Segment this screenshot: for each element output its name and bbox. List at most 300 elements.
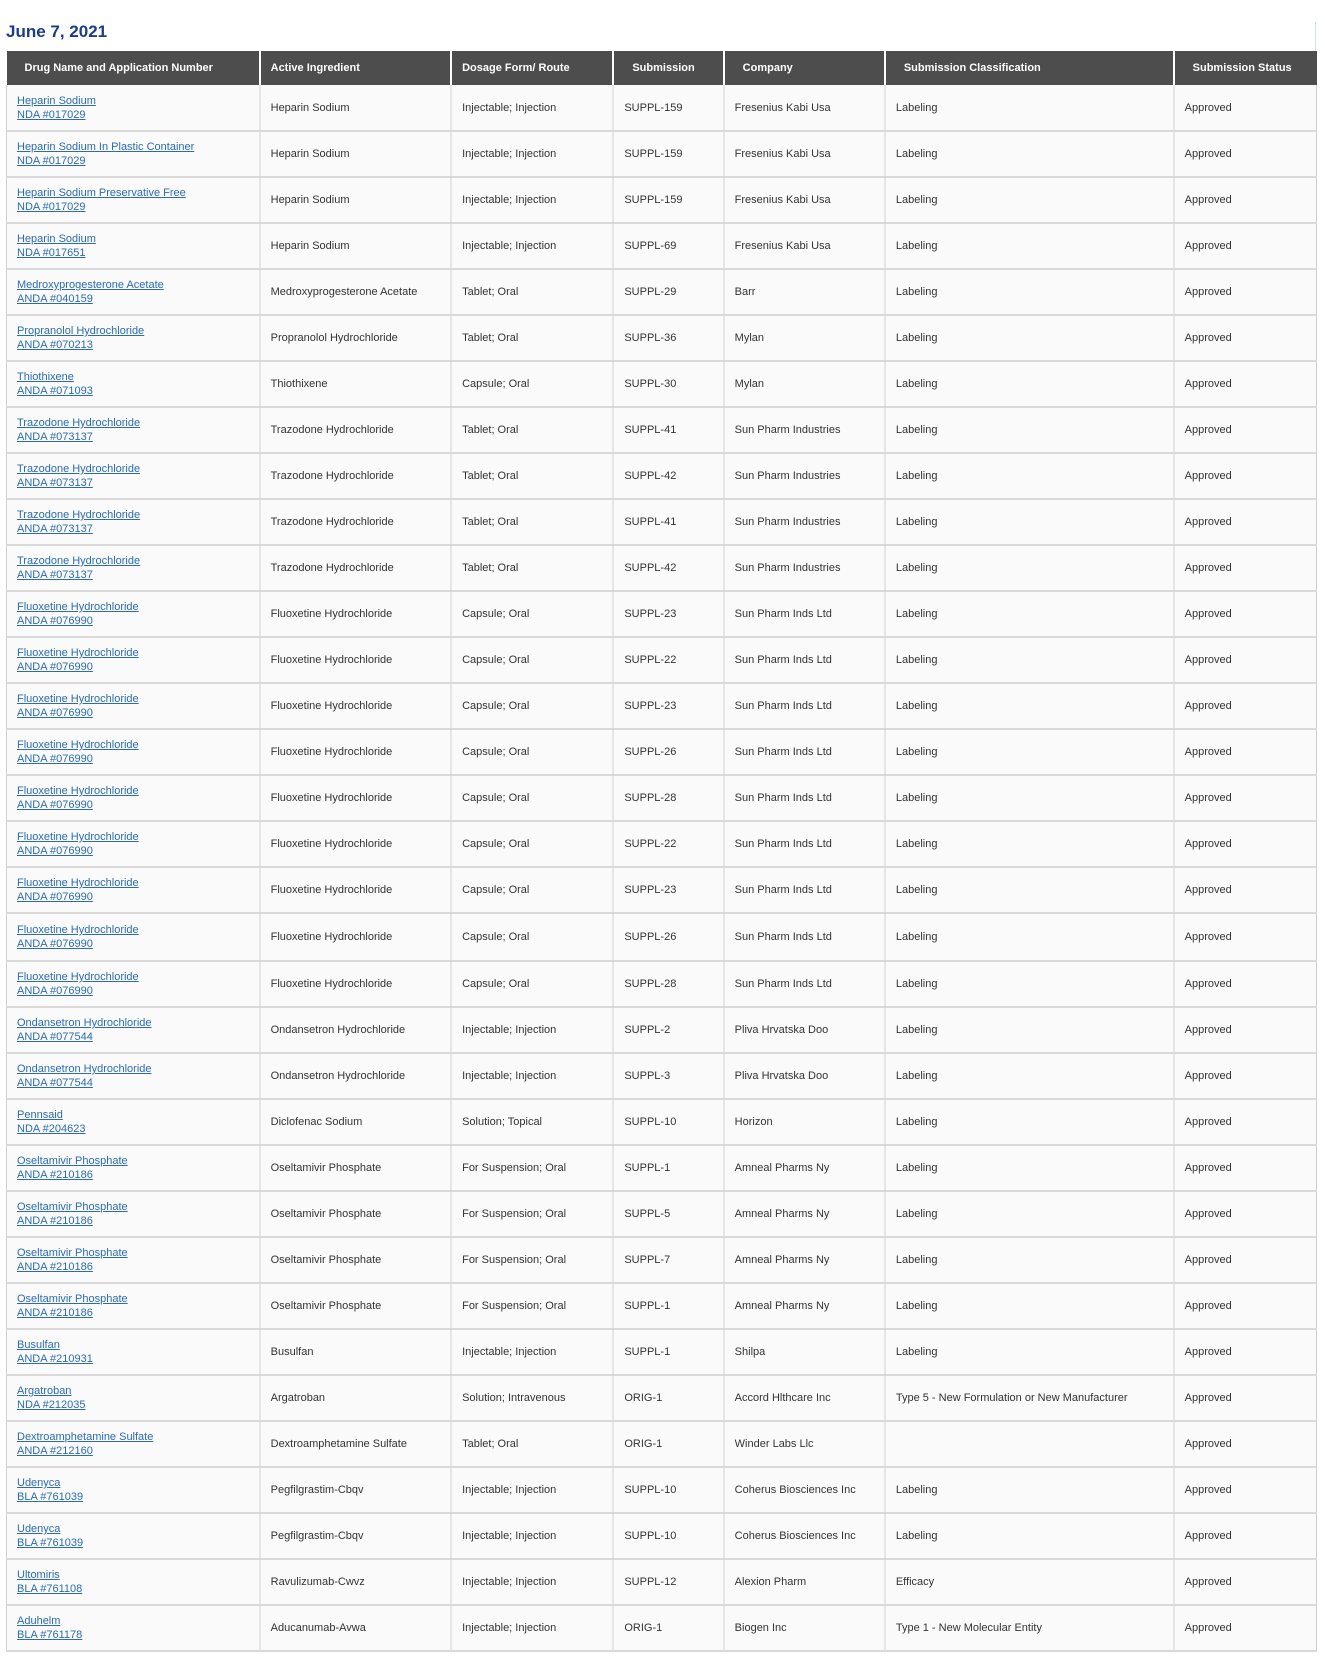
column-header-classification[interactable]: Submission Classification <box>885 51 1174 85</box>
company-cell: Horizon <box>724 1099 885 1145</box>
table-row <box>7 1283 1317 1329</box>
classification-cell: Type 1 - New Molecular Entity <box>885 1605 1174 1651</box>
drug-cell <box>7 683 260 729</box>
classification-cell: Labeling <box>885 453 1174 499</box>
company-cell: Sun Pharm Inds Ltd <box>724 591 885 637</box>
active-ingredient-cell: Fluoxetine Hydrochloride <box>260 913 451 961</box>
table-row <box>7 131 1317 177</box>
status-cell: Approved <box>1174 729 1317 775</box>
company-cell: Amneal Pharms Ny <box>724 1237 885 1283</box>
drug-name-link[interactable]: Propranolol Hydrochloride <box>17 325 145 337</box>
table-row <box>7 1007 1317 1053</box>
status-cell: Approved <box>1174 499 1317 545</box>
status-cell: Approved <box>1174 1145 1317 1191</box>
active-ingredient-cell: Pegfilgrastim-Cbqv <box>260 1467 451 1513</box>
status-cell: Approved <box>1174 1329 1317 1375</box>
dosage-form-cell: Tablet; Oral <box>451 1421 613 1467</box>
application-number-link[interactable]: ANDA #210186 <box>17 1261 93 1273</box>
column-header-ingredient[interactable]: Active Ingredient <box>260 51 451 85</box>
status-cell: Approved <box>1174 775 1317 821</box>
classification-cell: Type 5 - New Formulation or New Manufacturer <box>885 1375 1174 1421</box>
company-cell: Sun Pharm Industries <box>724 545 885 591</box>
active-ingredient-cell: Oseltamivir Phosphate <box>260 1283 451 1329</box>
application-number-link[interactable]: NDA #212035 <box>17 1399 86 1411</box>
application-number-link[interactable]: ANDA #076990 <box>17 799 93 811</box>
table-row <box>7 729 1317 775</box>
company-cell: Amneal Pharms Ny <box>724 1191 885 1237</box>
column-header-drug[interactable]: Drug Name and Application Number <box>7 51 260 85</box>
classification-cell: Labeling <box>885 1007 1174 1053</box>
drug-cell <box>7 453 260 499</box>
status-cell: Approved <box>1174 177 1317 223</box>
drug-cell <box>7 961 260 1007</box>
company-cell: Coherus Biosciences Inc <box>724 1467 885 1513</box>
drug-name-link[interactable]: Thiothixene <box>17 371 74 383</box>
column-header-status[interactable]: Submission Status <box>1174 51 1317 85</box>
classification-cell: Labeling <box>885 1467 1174 1513</box>
dosage-form-cell: Capsule; Oral <box>451 775 613 821</box>
classification-cell: Labeling <box>885 177 1174 223</box>
status-cell: Approved <box>1174 269 1317 315</box>
table-row <box>7 177 1317 223</box>
application-number-link[interactable]: NDA #017029 <box>17 108 86 121</box>
column-header-submission[interactable]: Submission <box>613 51 723 85</box>
submission-cell: SUPPL-23 <box>613 591 723 637</box>
application-number-link[interactable]: ANDA #210931 <box>17 1353 93 1365</box>
company-cell: Fresenius Kabi Usa <box>724 223 885 269</box>
active-ingredient-cell: Heparin Sodium <box>260 85 451 131</box>
application-number-link[interactable]: ANDA #077544 <box>17 1077 93 1089</box>
company-cell: Accord Hlthcare Inc <box>724 1375 885 1421</box>
submission-cell: SUPPL-69 <box>613 223 723 269</box>
company-cell: Coherus Biosciences Inc <box>724 1513 885 1559</box>
drug-cell <box>7 729 260 775</box>
application-number-link[interactable]: ANDA #076990 <box>17 753 93 765</box>
active-ingredient-cell: Trazodone Hydrochloride <box>260 499 451 545</box>
active-ingredient-cell: Heparin Sodium <box>260 223 451 269</box>
active-ingredient-cell: Fluoxetine Hydrochloride <box>260 775 451 821</box>
drug-cell <box>7 1513 260 1559</box>
active-ingredient-cell: Heparin Sodium <box>260 131 451 177</box>
company-cell: Fresenius Kabi Usa <box>724 85 885 131</box>
status-cell: Approved <box>1174 961 1317 1007</box>
table-row <box>7 1421 1317 1467</box>
status-cell: Approved <box>1174 913 1317 961</box>
classification-cell: Labeling <box>885 499 1174 545</box>
submission-cell: SUPPL-29 <box>613 269 723 315</box>
status-cell: Approved <box>1174 683 1317 729</box>
drug-name-link[interactable]: Oseltamivir Phosphate <box>17 1293 128 1305</box>
drug-cell <box>7 1283 260 1329</box>
submission-cell: SUPPL-159 <box>613 85 723 131</box>
application-number-link[interactable]: ANDA #076990 <box>17 661 93 673</box>
active-ingredient-cell: Fluoxetine Hydrochloride <box>260 729 451 775</box>
active-ingredient-cell: Argatroban <box>260 1375 451 1421</box>
drug-name-link[interactable]: Heparin Sodium <box>17 233 96 245</box>
submission-cell: SUPPL-1 <box>613 1145 723 1191</box>
drug-cell <box>7 361 260 407</box>
drug-name-link[interactable]: Ondansetron Hydrochloride <box>17 1017 152 1029</box>
classification-cell: Labeling <box>885 545 1174 591</box>
table-row <box>7 683 1317 729</box>
application-number-link[interactable]: NDA #017029 <box>17 201 86 213</box>
submission-cell: ORIG-1 <box>613 1421 723 1467</box>
table-row <box>7 1375 1317 1421</box>
classification-cell: Labeling <box>885 1145 1174 1191</box>
submission-cell: SUPPL-10 <box>613 1099 723 1145</box>
status-cell: Approved <box>1174 545 1317 591</box>
dosage-form-cell: Injectable; Injection <box>451 1329 613 1375</box>
drug-name-link[interactable]: Udenyca <box>17 1477 61 1489</box>
company-cell: Fresenius Kabi Usa <box>724 177 885 223</box>
dosage-form-cell: Capsule; Oral <box>451 913 613 961</box>
drug-name-link[interactable]: Ondansetron Hydrochloride <box>17 1063 152 1075</box>
drug-cell <box>7 775 260 821</box>
classification-cell: Labeling <box>885 913 1174 961</box>
submission-cell: SUPPL-22 <box>613 821 723 867</box>
drug-cell <box>7 1467 260 1513</box>
status-cell: Approved <box>1174 407 1317 453</box>
table-row <box>7 1559 1317 1605</box>
application-number-link[interactable]: ANDA #077544 <box>17 1031 93 1043</box>
active-ingredient-cell: Fluoxetine Hydrochloride <box>260 961 451 1007</box>
company-cell: Sun Pharm Inds Ltd <box>724 637 885 683</box>
application-number-link[interactable]: NDA #017651 <box>17 247 86 259</box>
classification-cell: Labeling <box>885 1237 1174 1283</box>
status-cell: Approved <box>1174 1099 1317 1145</box>
application-number-link[interactable]: ANDA #071093 <box>17 385 93 397</box>
company-cell: Mylan <box>724 315 885 361</box>
drug-cell <box>7 1237 260 1283</box>
company-cell: Sun Pharm Inds Ltd <box>724 867 885 913</box>
dosage-form-cell: Solution; Topical <box>451 1099 613 1145</box>
table-row <box>7 315 1317 361</box>
submission-cell: SUPPL-159 <box>613 177 723 223</box>
company-cell: Pliva Hrvatska Doo <box>724 1053 885 1099</box>
application-number-link[interactable]: ANDA #076990 <box>17 845 93 857</box>
drug-cell <box>7 315 260 361</box>
dosage-form-cell: Injectable; Injection <box>451 85 613 131</box>
company-cell: Sun Pharm Inds Ltd <box>724 821 885 867</box>
active-ingredient-cell: Oseltamivir Phosphate <box>260 1191 451 1237</box>
drug-cell <box>7 1605 260 1651</box>
application-number-link[interactable]: ANDA #070213 <box>17 339 93 351</box>
application-number-link[interactable]: ANDA #212160 <box>17 1445 93 1457</box>
table-row <box>7 1513 1317 1559</box>
table-row <box>7 269 1317 315</box>
active-ingredient-cell: Oseltamivir Phosphate <box>260 1145 451 1191</box>
classification-cell: Labeling <box>885 867 1174 913</box>
drug-name-link[interactable]: Fluoxetine Hydrochloride <box>17 924 139 936</box>
company-cell: Sun Pharm Inds Ltd <box>724 683 885 729</box>
classification-cell <box>885 1421 1174 1467</box>
drug-name-link[interactable]: Oseltamivir Phosphate <box>17 1155 128 1167</box>
submission-cell: SUPPL-12 <box>613 1559 723 1605</box>
drug-name-link[interactable]: Fluoxetine Hydrochloride <box>17 877 139 889</box>
active-ingredient-cell: Busulfan <box>260 1329 451 1375</box>
active-ingredient-cell: Trazodone Hydrochloride <box>260 453 451 499</box>
company-cell: Winder Labs Llc <box>724 1421 885 1467</box>
drug-cell <box>7 1375 260 1421</box>
drug-name-link[interactable]: Pennsaid <box>17 1109 63 1121</box>
dosage-form-cell: Injectable; Injection <box>451 131 613 177</box>
application-number-link[interactable]: ANDA #076990 <box>17 891 93 903</box>
drug-cell <box>7 1191 260 1237</box>
active-ingredient-cell: Fluoxetine Hydrochloride <box>260 821 451 867</box>
application-number-link[interactable]: NDA #017029 <box>17 155 86 167</box>
application-number-link[interactable]: ANDA #076990 <box>17 707 93 719</box>
application-number-link[interactable]: BLA #761039 <box>17 1491 84 1503</box>
drug-name-link[interactable]: Trazodone Hydrochloride <box>17 417 141 429</box>
active-ingredient-cell: Dextroamphetamine Sulfate <box>260 1421 451 1467</box>
submission-cell: SUPPL-42 <box>613 453 723 499</box>
table-row <box>7 1467 1317 1513</box>
submission-cell: SUPPL-41 <box>613 407 723 453</box>
header-row <box>7 51 1317 85</box>
drug-name-link[interactable]: Dextroamphetamine Sulfate <box>17 1431 154 1443</box>
status-cell: Approved <box>1174 1283 1317 1329</box>
table-row <box>7 1053 1317 1099</box>
drug-cell <box>7 913 260 961</box>
application-number-link[interactable]: ANDA #073137 <box>17 431 93 443</box>
active-ingredient-cell: Diclofenac Sodium <box>260 1099 451 1145</box>
drug-name-link[interactable]: Heparin Sodium <box>17 94 96 107</box>
active-ingredient-cell: Oseltamivir Phosphate <box>260 1237 451 1283</box>
drug-cell <box>7 867 260 913</box>
classification-cell: Labeling <box>885 1283 1174 1329</box>
classification-cell: Labeling <box>885 961 1174 1007</box>
drug-name-link[interactable]: Fluoxetine Hydrochloride <box>17 739 139 751</box>
status-cell: Approved <box>1174 867 1317 913</box>
classification-cell: Labeling <box>885 1191 1174 1237</box>
application-number-link[interactable]: BLA #761178 <box>17 1629 83 1641</box>
classification-cell: Efficacy <box>885 1559 1174 1605</box>
classification-cell: Labeling <box>885 591 1174 637</box>
submission-cell: SUPPL-159 <box>613 131 723 177</box>
drug-cell <box>7 1053 260 1099</box>
submission-cell: SUPPL-28 <box>613 775 723 821</box>
submission-cell: SUPPL-26 <box>613 729 723 775</box>
dosage-form-cell: Tablet; Oral <box>451 315 613 361</box>
drug-cell <box>7 85 260 131</box>
table-row <box>7 545 1317 591</box>
classification-cell: Labeling <box>885 729 1174 775</box>
status-cell: Approved <box>1174 1375 1317 1421</box>
table-row <box>7 499 1317 545</box>
dosage-form-cell: Injectable; Injection <box>451 1053 613 1099</box>
active-ingredient-cell: Ondansetron Hydrochloride <box>260 1053 451 1099</box>
application-number-link[interactable]: ANDA #040159 <box>17 293 93 305</box>
table-row <box>7 361 1317 407</box>
drug-name-link[interactable]: Argatroban <box>17 1385 72 1397</box>
submission-cell: SUPPL-1 <box>613 1329 723 1375</box>
status-cell: Approved <box>1174 453 1317 499</box>
table-row <box>7 407 1317 453</box>
application-number-link[interactable]: ANDA #073137 <box>17 523 93 535</box>
table-row <box>7 223 1317 269</box>
active-ingredient-cell: Ravulizumab-Cwvz <box>260 1559 451 1605</box>
submission-cell: SUPPL-30 <box>613 361 723 407</box>
table-row <box>7 85 1317 131</box>
company-cell: Fresenius Kabi Usa <box>724 131 885 177</box>
company-cell: Sun Pharm Inds Ltd <box>724 913 885 961</box>
table-row <box>7 1191 1317 1237</box>
dosage-form-cell: Injectable; Injection <box>451 1467 613 1513</box>
company-cell: Amneal Pharms Ny <box>724 1145 885 1191</box>
table-row <box>7 867 1317 913</box>
classification-cell: Labeling <box>885 683 1174 729</box>
drug-name-link[interactable]: Trazodone Hydrochloride <box>17 463 141 475</box>
company-cell: Mylan <box>724 361 885 407</box>
dosage-form-cell: Injectable; Injection <box>451 1513 613 1559</box>
column-header-dosage-form[interactable]: Dosage Form/ Route <box>451 51 613 85</box>
column-header-company[interactable]: Company <box>724 51 885 85</box>
table-row <box>7 591 1317 637</box>
application-number-link[interactable]: ANDA #076990 <box>17 615 93 627</box>
classification-cell: Labeling <box>885 1513 1174 1559</box>
status-cell: Approved <box>1174 85 1317 131</box>
dosage-form-cell: Capsule; Oral <box>451 683 613 729</box>
active-ingredient-cell: Pegfilgrastim-Cbqv <box>260 1513 451 1559</box>
application-number-link[interactable]: ANDA #073137 <box>17 569 93 581</box>
dosage-form-cell: For Suspension; Oral <box>451 1283 613 1329</box>
drug-name-link[interactable]: Trazodone Hydrochloride <box>17 555 141 567</box>
classification-cell: Labeling <box>885 315 1174 361</box>
status-cell: Approved <box>1174 1559 1317 1605</box>
dosage-form-cell: Capsule; Oral <box>451 591 613 637</box>
company-cell: Shilpa <box>724 1329 885 1375</box>
submission-cell: SUPPL-7 <box>613 1237 723 1283</box>
drug-cell <box>7 545 260 591</box>
status-cell: Approved <box>1174 1053 1317 1099</box>
submission-cell: SUPPL-28 <box>613 961 723 1007</box>
classification-cell: Labeling <box>885 131 1174 177</box>
company-cell: Alexion Pharm <box>724 1559 885 1605</box>
page-title: June 7, 2021 <box>6 22 108 41</box>
drug-name-link[interactable]: Aduhelm <box>17 1615 61 1627</box>
dosage-form-cell: Injectable; Injection <box>451 1605 613 1651</box>
table-row <box>7 1605 1317 1651</box>
classification-cell: Labeling <box>885 223 1174 269</box>
table-header <box>7 51 1317 85</box>
drug-cell <box>7 269 260 315</box>
drug-cell <box>7 177 260 223</box>
classification-cell: Labeling <box>885 637 1174 683</box>
drug-cell <box>7 821 260 867</box>
application-number-link[interactable]: ANDA #210186 <box>17 1307 93 1319</box>
company-cell: Sun Pharm Industries <box>724 499 885 545</box>
application-number-link[interactable]: BLA #761039 <box>17 1537 84 1549</box>
application-number-link[interactable]: ANDA #210186 <box>17 1169 93 1181</box>
company-cell: Sun Pharm Inds Ltd <box>724 775 885 821</box>
submission-cell: SUPPL-42 <box>613 545 723 591</box>
submission-cell: ORIG-1 <box>613 1375 723 1421</box>
company-cell: Pliva Hrvatska Doo <box>724 1007 885 1053</box>
application-number-link[interactable]: ANDA #073137 <box>17 477 93 489</box>
drug-name-link[interactable]: Busulfan <box>17 1339 60 1351</box>
company-cell: Sun Pharm Industries <box>724 407 885 453</box>
drug-name-link[interactable]: Ultomiris <box>17 1569 60 1581</box>
drug-name-link[interactable]: Oseltamivir Phosphate <box>17 1201 128 1213</box>
drug-name-link[interactable]: Fluoxetine Hydrochloride <box>17 785 139 797</box>
drug-cell <box>7 131 260 177</box>
dosage-form-cell: For Suspension; Oral <box>451 1191 613 1237</box>
dosage-form-cell: Injectable; Injection <box>451 177 613 223</box>
submission-cell: SUPPL-22 <box>613 637 723 683</box>
dosage-form-cell: Injectable; Injection <box>451 1559 613 1605</box>
active-ingredient-cell: Fluoxetine Hydrochloride <box>260 637 451 683</box>
dosage-form-cell: Capsule; Oral <box>451 729 613 775</box>
drug-cell <box>7 1145 260 1191</box>
application-number-link[interactable]: BLA #761108 <box>17 1583 83 1595</box>
submission-cell: SUPPL-23 <box>613 867 723 913</box>
drug-cell <box>7 407 260 453</box>
drug-name-link[interactable]: Heparin Sodium Preservative Free <box>17 187 186 199</box>
drug-cell <box>7 1559 260 1605</box>
drug-name-link[interactable]: Oseltamivir Phosphate <box>17 1247 128 1259</box>
drug-cell <box>7 499 260 545</box>
active-ingredient-cell: Heparin Sodium <box>260 177 451 223</box>
drug-name-link[interactable]: Fluoxetine Hydrochloride <box>17 647 139 659</box>
active-ingredient-cell: Aducanumab-Avwa <box>260 1605 451 1651</box>
dosage-form-cell: For Suspension; Oral <box>451 1145 613 1191</box>
submission-cell: SUPPL-1 <box>613 1283 723 1329</box>
drug-name-link[interactable]: Fluoxetine Hydrochloride <box>17 971 139 983</box>
application-number-link[interactable]: ANDA #210186 <box>17 1215 93 1227</box>
submission-cell: SUPPL-5 <box>613 1191 723 1237</box>
status-cell: Approved <box>1174 361 1317 407</box>
drug-name-link[interactable]: Heparin Sodium In Plastic Container <box>17 141 195 153</box>
title-divider <box>1315 22 1316 52</box>
drug-name-link[interactable]: Fluoxetine Hydrochloride <box>17 693 139 705</box>
drug-name-link[interactable]: Medroxyprogesterone Acetate <box>17 279 164 291</box>
status-cell: Approved <box>1174 315 1317 361</box>
application-number-link[interactable]: NDA #204623 <box>17 1123 86 1135</box>
table-row <box>7 1145 1317 1191</box>
status-cell: Approved <box>1174 591 1317 637</box>
active-ingredient-cell: Trazodone Hydrochloride <box>260 407 451 453</box>
company-cell: Barr <box>724 269 885 315</box>
table-row <box>7 913 1317 961</box>
active-ingredient-cell: Fluoxetine Hydrochloride <box>260 591 451 637</box>
active-ingredient-cell: Thiothixene <box>260 361 451 407</box>
submission-cell: SUPPL-26 <box>613 913 723 961</box>
application-number-link[interactable]: ANDA #076990 <box>17 985 93 997</box>
submission-cell: SUPPL-36 <box>613 315 723 361</box>
drug-name-link[interactable]: Udenyca <box>17 1523 61 1535</box>
dosage-form-cell: Capsule; Oral <box>451 361 613 407</box>
table-row <box>7 1099 1317 1145</box>
dosage-form-cell: Tablet; Oral <box>451 407 613 453</box>
table-row <box>7 775 1317 821</box>
status-cell: Approved <box>1174 1191 1317 1237</box>
application-number-link[interactable]: ANDA #076990 <box>17 938 93 950</box>
dosage-form-cell: Tablet; Oral <box>451 545 613 591</box>
drug-name-link[interactable]: Fluoxetine Hydrochloride <box>17 831 139 843</box>
classification-cell: Labeling <box>885 1329 1174 1375</box>
dosage-form-cell: Capsule; Oral <box>451 867 613 913</box>
drug-cell <box>7 223 260 269</box>
dosage-form-cell: Capsule; Oral <box>451 961 613 1007</box>
dosage-form-cell: Capsule; Oral <box>451 637 613 683</box>
drug-name-link[interactable]: Fluoxetine Hydrochloride <box>17 601 139 613</box>
status-cell: Approved <box>1174 1605 1317 1651</box>
classification-cell: Labeling <box>885 85 1174 131</box>
approvals-table <box>6 51 1317 1652</box>
active-ingredient-cell: Propranolol Hydrochloride <box>260 315 451 361</box>
drug-name-link[interactable]: Trazodone Hydrochloride <box>17 509 141 521</box>
dosage-form-cell: Tablet; Oral <box>451 453 613 499</box>
